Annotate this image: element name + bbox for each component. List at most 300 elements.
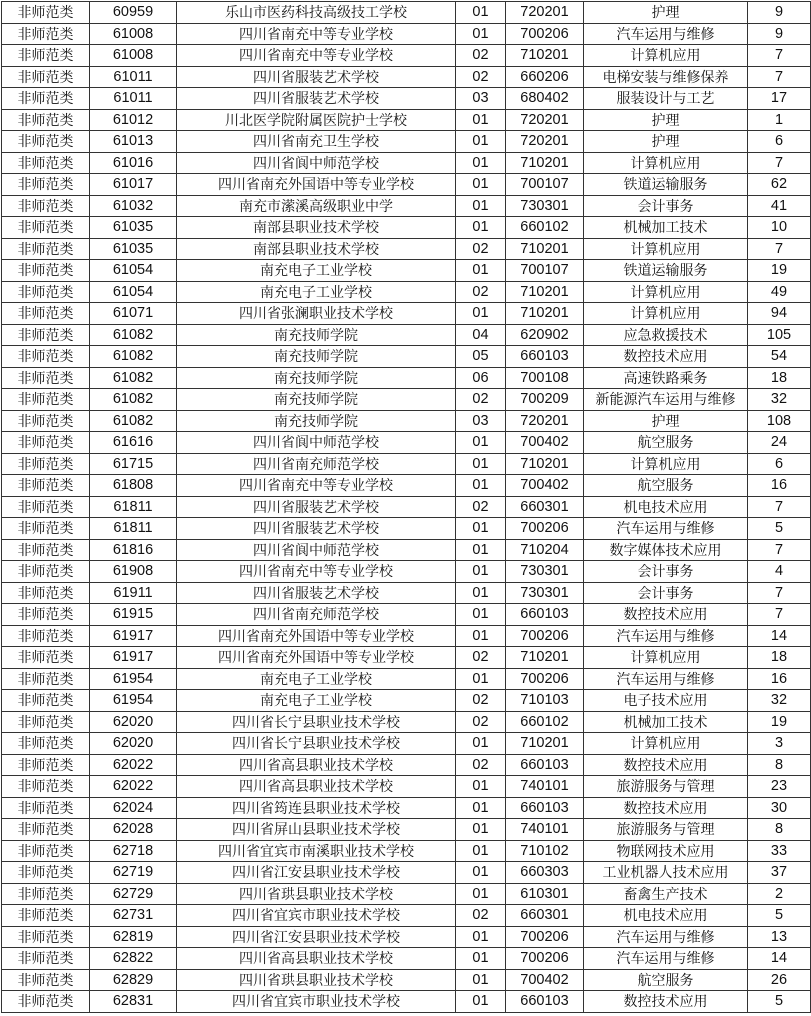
major-code-cell: 700402: [506, 969, 584, 991]
table-row: [2, 969, 811, 991]
school-code-cell: 61013: [90, 131, 177, 153]
major-seq-cell: 03: [456, 88, 506, 110]
school-code-cell: 62829: [90, 969, 177, 991]
table-row: [2, 647, 811, 669]
quota-cell: 7: [748, 582, 811, 604]
major-name-cell: 计算机应用: [584, 238, 748, 260]
major-name-cell: 会计事务: [584, 195, 748, 217]
quota-cell: 8: [748, 819, 811, 841]
school-name-cell: 四川省南充外国语中等专业学校: [177, 647, 456, 669]
major-code-cell: 740101: [506, 776, 584, 798]
category-cell: 非师范类: [2, 45, 90, 67]
major-seq-cell: 01: [456, 797, 506, 819]
major-seq-cell: 01: [456, 776, 506, 798]
category-cell: 非师范类: [2, 604, 90, 626]
school-code-cell: 61908: [90, 561, 177, 583]
major-code-cell: 710102: [506, 840, 584, 862]
school-code-cell: 61012: [90, 109, 177, 131]
category-cell: 非师范类: [2, 948, 90, 970]
major-name-cell: 计算机应用: [584, 733, 748, 755]
major-code-cell: 660103: [506, 991, 584, 1013]
school-name-cell: 四川省服装艺术学校: [177, 88, 456, 110]
major-seq-cell: 01: [456, 260, 506, 282]
school-name-cell: 四川省南充中等专业学校: [177, 475, 456, 497]
major-name-cell: 计算机应用: [584, 152, 748, 174]
school-code-cell: 61816: [90, 539, 177, 561]
major-code-cell: 720201: [506, 109, 584, 131]
table-row: [2, 604, 811, 626]
major-code-cell: 710201: [506, 238, 584, 260]
major-name-cell: 计算机应用: [584, 453, 748, 475]
major-name-cell: 计算机应用: [584, 303, 748, 325]
category-cell: 非师范类: [2, 496, 90, 518]
table-row: [2, 690, 811, 712]
quota-cell: 32: [748, 389, 811, 411]
quota-cell: 5: [748, 518, 811, 540]
category-cell: 非师范类: [2, 195, 90, 217]
school-name-cell: 南充技师学院: [177, 324, 456, 346]
category-cell: 非师范类: [2, 346, 90, 368]
category-cell: 非师范类: [2, 969, 90, 991]
major-name-cell: 计算机应用: [584, 281, 748, 303]
major-code-cell: 660102: [506, 711, 584, 733]
category-cell: 非师范类: [2, 23, 90, 45]
quota-cell: 18: [748, 647, 811, 669]
category-cell: 非师范类: [2, 754, 90, 776]
major-seq-cell: 02: [456, 45, 506, 67]
table-row: [2, 217, 811, 239]
school-code-cell: 61035: [90, 217, 177, 239]
school-name-cell: 四川省筠连县职业技术学校: [177, 797, 456, 819]
major-name-cell: 机械加工技术: [584, 711, 748, 733]
major-code-cell: 710103: [506, 690, 584, 712]
quota-cell: 26: [748, 969, 811, 991]
major-code-cell: 700209: [506, 389, 584, 411]
table-row: [2, 948, 811, 970]
major-name-cell: 服装设计与工艺: [584, 88, 748, 110]
major-code-cell: 660301: [506, 905, 584, 927]
major-seq-cell: 01: [456, 152, 506, 174]
quota-cell: 37: [748, 862, 811, 884]
table-row: [2, 991, 811, 1013]
school-name-cell: 四川省南充师范学校: [177, 604, 456, 626]
category-cell: 非师范类: [2, 991, 90, 1013]
major-code-cell: 730301: [506, 582, 584, 604]
quota-cell: 8: [748, 754, 811, 776]
table-body: [2, 2, 811, 1013]
school-name-cell: 四川省南充师范学校: [177, 453, 456, 475]
quota-cell: 33: [748, 840, 811, 862]
school-code-cell: 62822: [90, 948, 177, 970]
major-code-cell: 720201: [506, 131, 584, 153]
table-row: [2, 432, 811, 454]
quota-cell: 19: [748, 711, 811, 733]
major-code-cell: 710201: [506, 303, 584, 325]
category-cell: 非师范类: [2, 539, 90, 561]
quota-cell: 5: [748, 905, 811, 927]
major-seq-cell: 02: [456, 754, 506, 776]
school-code-cell: 61082: [90, 410, 177, 432]
major-name-cell: 汽车运用与维修: [584, 518, 748, 540]
table-row: [2, 539, 811, 561]
category-cell: 非师范类: [2, 561, 90, 583]
quota-cell: 1: [748, 109, 811, 131]
major-name-cell: 物联网技术应用: [584, 840, 748, 862]
quota-cell: 23: [748, 776, 811, 798]
major-seq-cell: 03: [456, 410, 506, 432]
school-name-cell: 四川省高县职业技术学校: [177, 776, 456, 798]
major-seq-cell: 02: [456, 905, 506, 927]
school-name-cell: 四川省宜宾市职业技术学校: [177, 991, 456, 1013]
quota-cell: 32: [748, 690, 811, 712]
major-seq-cell: 01: [456, 453, 506, 475]
major-seq-cell: 01: [456, 668, 506, 690]
category-cell: 非师范类: [2, 668, 90, 690]
category-cell: 非师范类: [2, 109, 90, 131]
major-seq-cell: 01: [456, 604, 506, 626]
major-name-cell: 数控技术应用: [584, 754, 748, 776]
quota-cell: 7: [748, 45, 811, 67]
table-row: [2, 23, 811, 45]
category-cell: 非师范类: [2, 733, 90, 755]
major-name-cell: 汽车运用与维修: [584, 625, 748, 647]
category-cell: 非师范类: [2, 88, 90, 110]
table-row: [2, 453, 811, 475]
major-code-cell: 660102: [506, 217, 584, 239]
major-code-cell: 700107: [506, 260, 584, 282]
major-seq-cell: 01: [456, 518, 506, 540]
table-row: [2, 346, 811, 368]
major-name-cell: 电梯安装与维修保养: [584, 66, 748, 88]
table-row: [2, 625, 811, 647]
quota-cell: 7: [748, 604, 811, 626]
table-row: [2, 561, 811, 583]
school-name-cell: 四川省南充外国语中等专业学校: [177, 174, 456, 196]
major-seq-cell: 01: [456, 561, 506, 583]
school-code-cell: 61017: [90, 174, 177, 196]
table-row: [2, 518, 811, 540]
quota-cell: 14: [748, 625, 811, 647]
category-cell: 非师范类: [2, 883, 90, 905]
school-name-cell: 四川省宜宾市职业技术学校: [177, 905, 456, 927]
major-name-cell: 计算机应用: [584, 647, 748, 669]
school-name-cell: 四川省屏山县职业技术学校: [177, 819, 456, 841]
category-cell: 非师范类: [2, 2, 90, 24]
major-name-cell: 新能源汽车运用与维修: [584, 389, 748, 411]
category-cell: 非师范类: [2, 260, 90, 282]
school-name-cell: 南充技师学院: [177, 410, 456, 432]
major-code-cell: 700206: [506, 518, 584, 540]
quota-cell: 105: [748, 324, 811, 346]
quota-cell: 4: [748, 561, 811, 583]
major-code-cell: 720201: [506, 2, 584, 24]
quota-cell: 14: [748, 948, 811, 970]
major-seq-cell: 01: [456, 819, 506, 841]
category-cell: 非师范类: [2, 582, 90, 604]
school-code-cell: 62028: [90, 819, 177, 841]
major-name-cell: 畜禽生产技术: [584, 883, 748, 905]
school-name-cell: 四川省南充中等专业学校: [177, 45, 456, 67]
major-seq-cell: 04: [456, 324, 506, 346]
school-code-cell: 61811: [90, 496, 177, 518]
category-cell: 非师范类: [2, 711, 90, 733]
major-name-cell: 铁道运输服务: [584, 260, 748, 282]
major-code-cell: 710201: [506, 281, 584, 303]
school-name-cell: 四川省高县职业技术学校: [177, 948, 456, 970]
table-row: [2, 152, 811, 174]
major-seq-cell: 01: [456, 2, 506, 24]
table-row: [2, 410, 811, 432]
major-name-cell: 护理: [584, 131, 748, 153]
major-name-cell: 护理: [584, 2, 748, 24]
school-code-cell: 62719: [90, 862, 177, 884]
major-seq-cell: 02: [456, 389, 506, 411]
category-cell: 非师范类: [2, 625, 90, 647]
major-name-cell: 航空服务: [584, 432, 748, 454]
school-code-cell: 61915: [90, 604, 177, 626]
major-name-cell: 航空服务: [584, 969, 748, 991]
school-code-cell: 61616: [90, 432, 177, 454]
quota-cell: 94: [748, 303, 811, 325]
major-name-cell: 数字媒体技术应用: [584, 539, 748, 561]
table-row: [2, 840, 811, 862]
school-code-cell: 62022: [90, 776, 177, 798]
major-seq-cell: 01: [456, 475, 506, 497]
major-code-cell: 730301: [506, 195, 584, 217]
major-name-cell: 护理: [584, 410, 748, 432]
school-code-cell: 61008: [90, 23, 177, 45]
category-cell: 非师范类: [2, 647, 90, 669]
table-row: [2, 45, 811, 67]
category-cell: 非师范类: [2, 389, 90, 411]
school-name-cell: 南部县职业技术学校: [177, 238, 456, 260]
table-row: [2, 733, 811, 755]
school-code-cell: 62718: [90, 840, 177, 862]
quota-cell: 9: [748, 2, 811, 24]
school-name-cell: 四川省江安县职业技术学校: [177, 862, 456, 884]
school-code-cell: 61035: [90, 238, 177, 260]
major-seq-cell: 01: [456, 23, 506, 45]
major-code-cell: 740101: [506, 819, 584, 841]
school-code-cell: 62831: [90, 991, 177, 1013]
major-name-cell: 旅游服务与管理: [584, 819, 748, 841]
major-code-cell: 660103: [506, 346, 584, 368]
major-code-cell: 660103: [506, 754, 584, 776]
major-code-cell: 710201: [506, 453, 584, 475]
school-name-cell: 四川省珙县职业技术学校: [177, 883, 456, 905]
major-code-cell: 710201: [506, 152, 584, 174]
major-name-cell: 机电技术应用: [584, 905, 748, 927]
school-name-cell: 南部县职业技术学校: [177, 217, 456, 239]
school-code-cell: 61032: [90, 195, 177, 217]
school-code-cell: 61054: [90, 281, 177, 303]
table-row: [2, 926, 811, 948]
table-row: [2, 475, 811, 497]
school-code-cell: 62022: [90, 754, 177, 776]
school-name-cell: 乐山市医药科技高级技工学校: [177, 2, 456, 24]
major-seq-cell: 02: [456, 711, 506, 733]
table-row: [2, 905, 811, 927]
quota-cell: 62: [748, 174, 811, 196]
major-seq-cell: 01: [456, 582, 506, 604]
major-seq-cell: 02: [456, 647, 506, 669]
major-code-cell: 710204: [506, 539, 584, 561]
quota-cell: 30: [748, 797, 811, 819]
school-name-cell: 南充技师学院: [177, 367, 456, 389]
major-code-cell: 700402: [506, 432, 584, 454]
major-name-cell: 数控技术应用: [584, 797, 748, 819]
school-name-cell: 南充技师学院: [177, 389, 456, 411]
quota-cell: 108: [748, 410, 811, 432]
table-row: [2, 496, 811, 518]
table-row: [2, 109, 811, 131]
quota-cell: 5: [748, 991, 811, 1013]
school-name-cell: 四川省服装艺术学校: [177, 582, 456, 604]
table-row: [2, 2, 811, 24]
school-name-cell: 四川省珙县职业技术学校: [177, 969, 456, 991]
major-seq-cell: 02: [456, 281, 506, 303]
major-seq-cell: 01: [456, 109, 506, 131]
school-code-cell: 61954: [90, 690, 177, 712]
major-name-cell: 汽车运用与维修: [584, 948, 748, 970]
school-code-cell: 60959: [90, 2, 177, 24]
major-seq-cell: 02: [456, 690, 506, 712]
school-code-cell: 62731: [90, 905, 177, 927]
major-code-cell: 730301: [506, 561, 584, 583]
major-seq-cell: 02: [456, 66, 506, 88]
category-cell: 非师范类: [2, 690, 90, 712]
major-name-cell: 机械加工技术: [584, 217, 748, 239]
table-row: [2, 281, 811, 303]
category-cell: 非师范类: [2, 518, 90, 540]
major-seq-cell: 01: [456, 948, 506, 970]
category-cell: 非师范类: [2, 131, 90, 153]
school-code-cell: 61808: [90, 475, 177, 497]
school-name-cell: 四川省服装艺术学校: [177, 496, 456, 518]
school-name-cell: 四川省高县职业技术学校: [177, 754, 456, 776]
major-code-cell: 700108: [506, 367, 584, 389]
quota-cell: 16: [748, 668, 811, 690]
school-code-cell: 62819: [90, 926, 177, 948]
school-code-cell: 61071: [90, 303, 177, 325]
category-cell: 非师范类: [2, 217, 90, 239]
major-name-cell: 工业机器人技术应用: [584, 862, 748, 884]
major-code-cell: 660206: [506, 66, 584, 88]
quota-cell: 7: [748, 152, 811, 174]
table-row: [2, 66, 811, 88]
table-row: [2, 303, 811, 325]
school-code-cell: 61811: [90, 518, 177, 540]
quota-cell: 6: [748, 453, 811, 475]
major-code-cell: 700402: [506, 475, 584, 497]
major-seq-cell: 06: [456, 367, 506, 389]
school-code-cell: 61911: [90, 582, 177, 604]
major-seq-cell: 01: [456, 625, 506, 647]
school-code-cell: 61082: [90, 346, 177, 368]
category-cell: 非师范类: [2, 432, 90, 454]
major-seq-cell: 01: [456, 131, 506, 153]
major-name-cell: 数控技术应用: [584, 346, 748, 368]
major-seq-cell: 01: [456, 862, 506, 884]
category-cell: 非师范类: [2, 281, 90, 303]
major-name-cell: 航空服务: [584, 475, 748, 497]
major-name-cell: 汽车运用与维修: [584, 23, 748, 45]
quota-cell: 24: [748, 432, 811, 454]
major-name-cell: 汽车运用与维修: [584, 926, 748, 948]
major-code-cell: 700206: [506, 926, 584, 948]
school-code-cell: 62020: [90, 733, 177, 755]
school-name-cell: 四川省阆中师范学校: [177, 539, 456, 561]
table-row: [2, 668, 811, 690]
quota-cell: 7: [748, 238, 811, 260]
quota-cell: 16: [748, 475, 811, 497]
school-name-cell: 四川省张澜职业技术学校: [177, 303, 456, 325]
category-cell: 非师范类: [2, 152, 90, 174]
major-code-cell: 660103: [506, 604, 584, 626]
table-row: [2, 260, 811, 282]
school-code-cell: 62024: [90, 797, 177, 819]
major-code-cell: 720201: [506, 410, 584, 432]
major-name-cell: 应急救援技术: [584, 324, 748, 346]
school-name-cell: 四川省阆中师范学校: [177, 152, 456, 174]
school-name-cell: 南充技师学院: [177, 346, 456, 368]
table-row: [2, 174, 811, 196]
school-code-cell: 62020: [90, 711, 177, 733]
category-cell: 非师范类: [2, 797, 90, 819]
major-code-cell: 680402: [506, 88, 584, 110]
category-cell: 非师范类: [2, 410, 90, 432]
table-row: [2, 862, 811, 884]
major-name-cell: 数控技术应用: [584, 604, 748, 626]
quota-cell: 17: [748, 88, 811, 110]
major-name-cell: 机电技术应用: [584, 496, 748, 518]
major-code-cell: 710201: [506, 647, 584, 669]
enrollment-table: [1, 1, 811, 1013]
school-name-cell: 南充电子工业学校: [177, 668, 456, 690]
table-row: [2, 88, 811, 110]
table-row: [2, 131, 811, 153]
school-name-cell: 南充市潆溪高级职业中学: [177, 195, 456, 217]
major-seq-cell: 01: [456, 174, 506, 196]
major-seq-cell: 01: [456, 217, 506, 239]
school-code-cell: 61917: [90, 647, 177, 669]
category-cell: 非师范类: [2, 238, 90, 260]
major-name-cell: 旅游服务与管理: [584, 776, 748, 798]
major-seq-cell: 01: [456, 303, 506, 325]
school-code-cell: 61016: [90, 152, 177, 174]
table-row: [2, 711, 811, 733]
major-code-cell: 700107: [506, 174, 584, 196]
school-code-cell: 61054: [90, 260, 177, 282]
table-row: [2, 195, 811, 217]
major-seq-cell: 02: [456, 496, 506, 518]
category-cell: 非师范类: [2, 303, 90, 325]
table-row: [2, 238, 811, 260]
major-name-cell: 汽车运用与维修: [584, 668, 748, 690]
major-code-cell: 700206: [506, 668, 584, 690]
school-name-cell: 四川省南充中等专业学校: [177, 23, 456, 45]
school-name-cell: 南充电子工业学校: [177, 281, 456, 303]
school-code-cell: 61011: [90, 88, 177, 110]
major-seq-cell: 01: [456, 539, 506, 561]
school-name-cell: 四川省江安县职业技术学校: [177, 926, 456, 948]
major-seq-cell: 01: [456, 840, 506, 862]
table-row: [2, 582, 811, 604]
major-seq-cell: 01: [456, 883, 506, 905]
category-cell: 非师范类: [2, 862, 90, 884]
quota-cell: 41: [748, 195, 811, 217]
category-cell: 非师范类: [2, 453, 90, 475]
